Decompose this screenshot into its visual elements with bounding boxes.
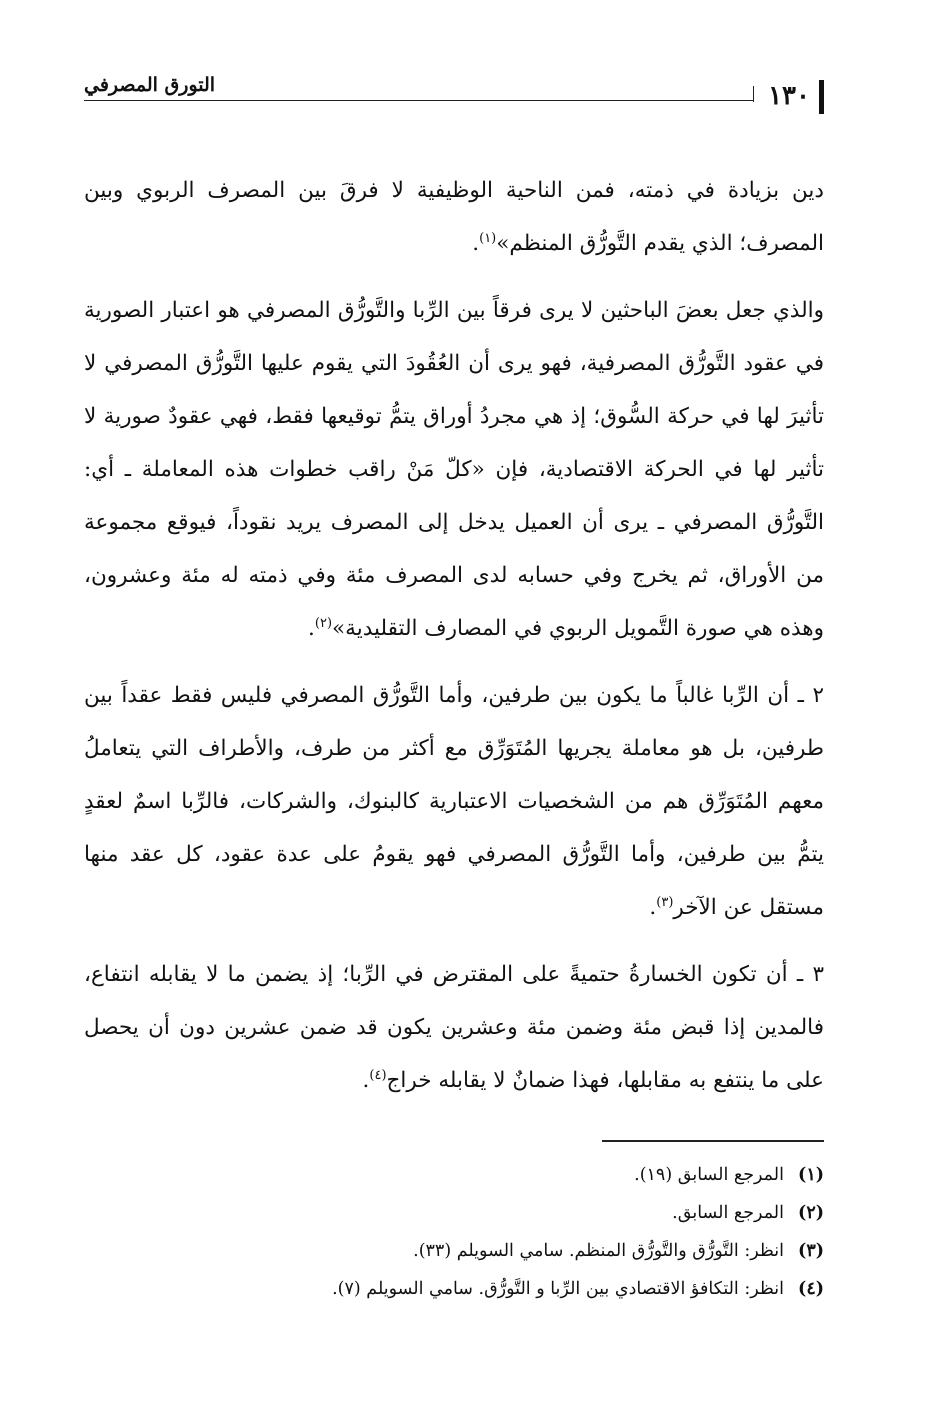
footnote-number: (١) bbox=[798, 1165, 824, 1185]
footnote-item bbox=[184, 1156, 824, 1194]
footnote-item bbox=[184, 1194, 824, 1232]
paragraph-text: ٢ ـ أن الرِّبا غالباً ما يكون بين طرفين، وأما التَّورُّق المصرفي فليس فقط عقداً بين طرفين، بل هو معاملة يجريها المُتَوَرِّق مع أكثر من طرف، والأطراف التي يتعاملُ معهم المُتَوَرِّق هم من الشخصيات الاعتبارية كالبنوك، والشركات، فالرِّبا اسمٌ لعقدٍ يتمُّ بين طرفين، وأما التَّورُّق المصرفي فهو يقومُ على عدة عقود، كل عقد منها مستقل عن الآخر bbox=[84, 683, 824, 920]
footnote-text: المرجع السابق. bbox=[672, 1203, 784, 1223]
footnote-ref[interactable]: (٤) bbox=[369, 1067, 387, 1083]
paragraph-text: والذي جعل بعضَ الباحثين لا يرى فرقاً بين الرِّبا والتَّورُّق المصرفي هو اعتبار الصورية في عقود التَّورُّق المصرفية، فهو يرى أن العُقُودَ التي يقوم عليها التَّورُّق المصرفي لا تأثيرَ لها في حركة السُّوق؛ إذ هي مجردُ أوراق يتمُّ توقيعها فقط، فهي عقودٌ صورية لا تأثير لها في الحركة الاقتصادية، فإن «كلّ مَنْ راقب خطوات هذه المعاملة ـ أي: التَّورُّق المصرفي ـ يرى أن العميل يدخل إلى المصرف يريد نقوداً، فيوقع مجموعة من الأوراق، ثم يخرج وفي حسابه لدى المصرف مئة وفي ذمته له مئة وعشرون، وهذه هي صورة التَّمويل الربوي في المصارف التقليدية» bbox=[84, 298, 824, 641]
header-bar bbox=[819, 80, 824, 114]
footnote-ref[interactable]: (٢) bbox=[314, 615, 333, 631]
paragraph-end: . bbox=[362, 1068, 370, 1093]
paragraph-1 bbox=[84, 164, 824, 270]
footnotes bbox=[184, 1156, 824, 1308]
paragraph-text: ٣ ـ أن تكون الخسارةُ حتميةً على المقترض في الرِّبا؛ إذ يضمن ما لا يقابله انتفاع، فالمدين إذا قبض مئة وضمن مئة وعشرين يكون قد ضمن عشرين دون أن يحصل على ما ينتفع به مقابلها، فهذا ضمانٌ لا يقابله خراج bbox=[84, 962, 824, 1093]
paragraph-end: . bbox=[649, 895, 657, 920]
header-rule bbox=[84, 100, 754, 101]
footnote-number: (٣) bbox=[798, 1241, 824, 1261]
footnote-ref[interactable]: (٣) bbox=[656, 894, 674, 910]
paragraph-text: دين بزيادة في ذمته، فمن الناحية الوظيفية لا فرقَ بين المصرف الربوي وبين المصرف؛ الذي يقدم التَّورُّق المنظم» bbox=[84, 178, 824, 256]
footnote-text: المرجع السابق (١٩). bbox=[634, 1165, 784, 1185]
footnote-ref[interactable]: (١) bbox=[479, 230, 497, 246]
paragraph-2 bbox=[84, 284, 824, 655]
running-title: التورق المصرفي bbox=[84, 74, 216, 96]
footnote-number: (٢) bbox=[798, 1203, 824, 1223]
paragraph-end: . bbox=[308, 616, 315, 641]
paragraph-end: . bbox=[472, 231, 480, 256]
paragraph-4 bbox=[84, 948, 824, 1107]
footnote-item bbox=[184, 1232, 824, 1270]
page-number: ١٣٠ bbox=[768, 81, 810, 111]
main-text bbox=[84, 164, 824, 1121]
paragraph-3 bbox=[84, 669, 824, 934]
footnote-text: انظر: التَّورُّق والتَّورُّق المنظم. سامي السويلم (٣٣). bbox=[413, 1241, 784, 1261]
footnote-separator bbox=[602, 1140, 824, 1142]
footnote-text: انظر: التكافؤ الاقتصادي بين الرِّبا و التَّورُّق. سامي السويلم (٧). bbox=[332, 1279, 784, 1299]
footnote-item bbox=[184, 1270, 824, 1308]
footnote-number: (٤) bbox=[798, 1279, 824, 1299]
running-header bbox=[84, 72, 824, 122]
